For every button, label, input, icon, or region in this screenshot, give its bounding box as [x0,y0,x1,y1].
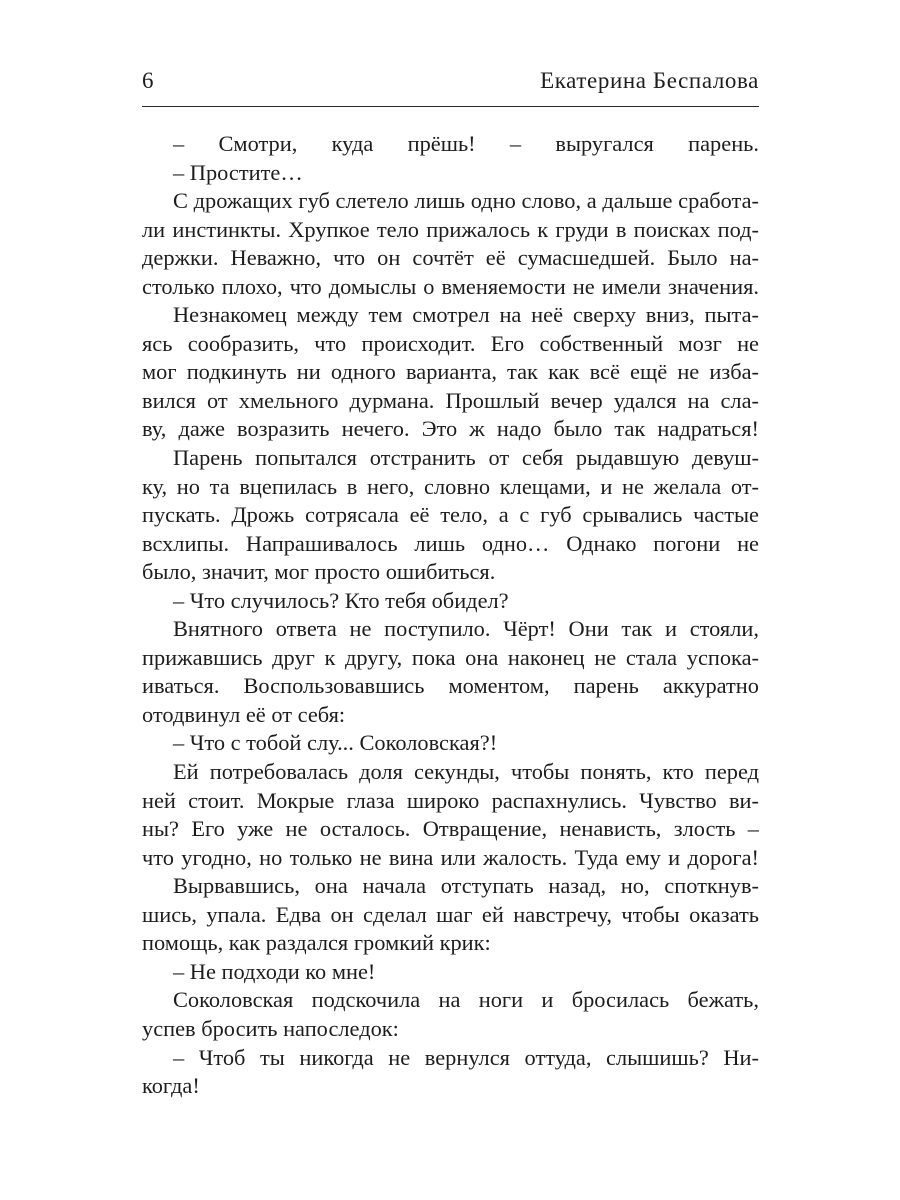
text-line: Соколовская подскочила на ноги и бросилась бежать, [173,987,759,1013]
text-line: мог подкинуть ни одного варианта, так как всё ещё не изба- [142,359,759,385]
text-line: – Не подходи ко мне! [173,958,376,984]
body-text [142,130,759,1101]
text-line: ясь сообразить, что происходит. Его собственный мозг не [142,330,759,356]
text-line: ны? Его уже не осталось. Отвращение, ненависть, злость – [142,816,759,842]
text-line: – Чтоб ты никогда не вернулся оттуда, слышишь? Ни- [173,1044,759,1070]
page-number: 6 [142,68,154,93]
text-line: Вырвавшись, она начала отступать назад, но, споткнув- [173,873,759,899]
text-line: иваться. Воспользовавшись моментом, парень аккуратно [142,673,759,699]
text-line: Ей потребовалась доля секунды, чтобы понять, кто перед [173,759,759,785]
text-line: С дрожащих губ слетело лишь одно слово, а дальше сработа- [173,188,759,214]
text-line: шись, упала. Едва он сделал шаг ей навстречу, чтобы оказать [142,901,759,927]
text-line: Незнакомец между тем смотрел на неё сверху вниз, пыта- [173,302,759,328]
text-line: – Что случилось? Кто тебя обидел? [173,587,509,613]
text-line: ку, но та вцепилась в него, словно клещами, и не желала от- [142,473,759,499]
text-line: помощь, как раздался громкий крик: [142,930,491,956]
text-line: Внятного ответа не поступило. Чёрт! Они так и стояли, [173,616,759,642]
text-line: успев бросить напоследок: [142,1015,399,1041]
text-line: Парень попытался отстранить от себя рыдавшую девуш- [173,445,759,471]
text-line: прижавшись друг к другу, пока она наконец не стала успока- [142,644,759,670]
text-line: – Что с тобой слу... Соколовская?! [173,730,498,756]
text-line: что угодно, но только не вина или жалость. Туда ему и дорога! [142,844,759,870]
text-line: вился от хмельного дурмана. Прошлый вечер удался на сла- [142,387,759,413]
text-line: всхлипы. Напрашивалось лишь одно… Однако погони не [142,530,759,556]
text-line: держки. Неважно, что он сочтёт её сумасшедшей. Было на- [142,245,759,271]
header-author-name: Екатерина Беспалова [540,68,759,93]
text-line: – Смотри, куда прёшь! – выругался парень. [173,131,759,156]
text-line: ли инстинкты. Хрупкое тело прижалось к груди в поисках под- [142,216,759,242]
text-line: когда! [142,1073,200,1099]
text-line: было, значит, мог просто ошибиться. [142,559,496,585]
running-header [142,66,759,96]
text-line: отодвинул её от себя: [142,701,346,727]
header-divider [142,106,759,107]
text-line: ней стоит. Мокрые глаза широко распахнулись. Чувство ви- [142,787,759,813]
text-line: столько плохо, что домыслы о вменяемости не имели значения. [142,273,759,299]
text-line: пускать. Дрожь сотрясала её тело, а с губ срывались частые [142,502,759,528]
text-line: ву, даже возразить нечего. Это ж надо было так надраться! [142,416,759,442]
text-line: – Простите… [173,159,303,185]
